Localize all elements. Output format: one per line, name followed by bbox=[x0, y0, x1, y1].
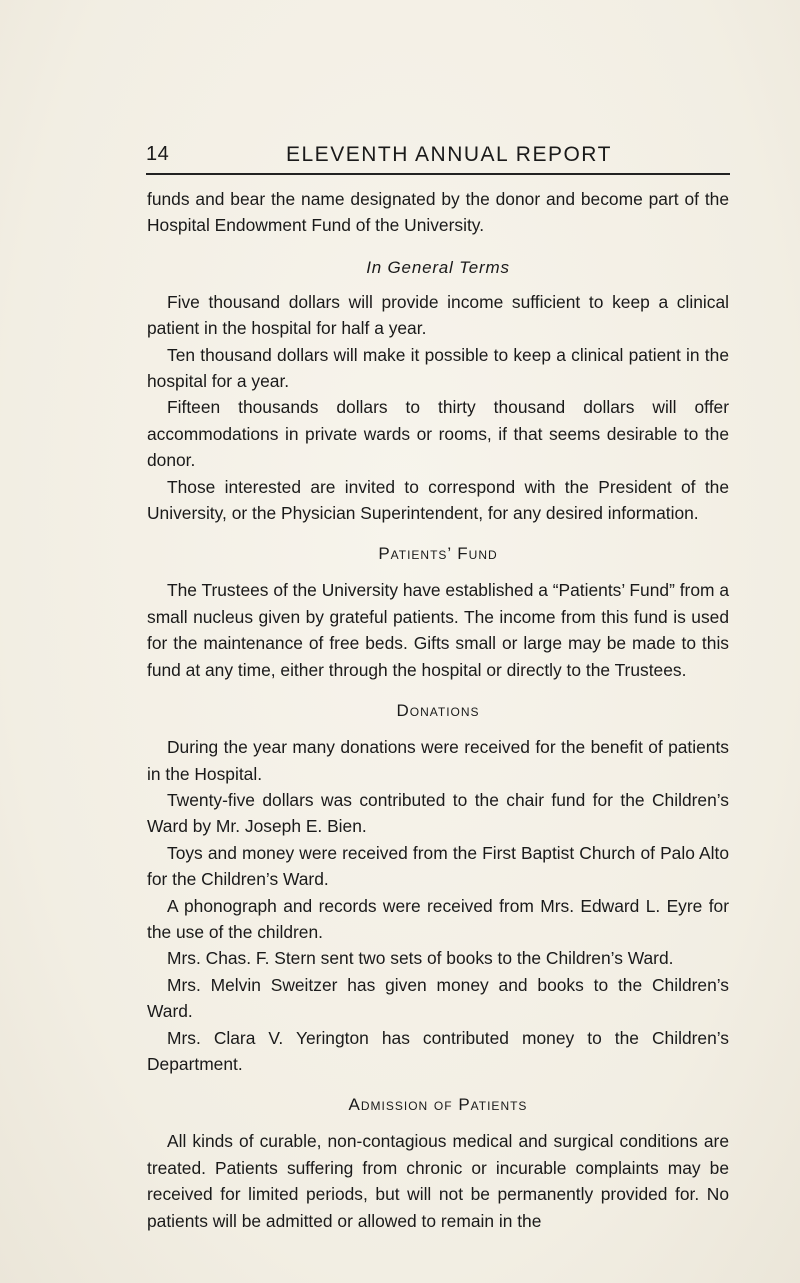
page-number: 14 bbox=[146, 143, 170, 165]
paragraph-donations-7: Mrs. Clara V. Yerington has contributed money to the Children’s Department. bbox=[147, 1027, 729, 1074]
section-heading-patients-fund: Patients’ Fund bbox=[378, 544, 498, 564]
section-heading-general-terms: In General Terms bbox=[366, 257, 510, 277]
section-heading-admission: Admission of Patients bbox=[348, 1095, 528, 1115]
page-header bbox=[146, 139, 730, 175]
page-body bbox=[147, 186, 729, 1234]
paragraph-donations-3: Toys and money were received from the First Baptist Church of Palo Alto for the Children’s Ward. bbox=[147, 842, 729, 890]
paragraph-donations-4: A phonograph and records were received from Mrs. Edward L. Eyre for the use of the children. bbox=[147, 895, 729, 942]
paragraph-donations-1: During the year many donations were received for the benefit of patients in the Hospital. bbox=[147, 737, 729, 784]
paragraph-donations-5: Mrs. Chas. F. Stern sent two sets of books to the Children’s Ward. bbox=[167, 948, 674, 969]
paragraph-ten-thousand: Ten thousand dollars will make it possible to keep a clinical patient in the hospital for a year. bbox=[147, 344, 729, 392]
paragraph-patients-fund: The Trustees of the University have established a “Patients’ Fund” from a small nucleus given by grateful patients. The income from this fund is used for the maintenance of free beds. Gifts small or large may be made to this fund at any time, either through the hospital or directly to the Trustees. bbox=[147, 580, 729, 680]
paragraph-those-interested: Those interested are invited to correspond with the President of the University, or the Physician Superintendent, for any desired information. bbox=[147, 476, 729, 524]
paragraph-intro: funds and bear the name designated by the donor and become part of the Hospital Endowment Fund of the University. bbox=[147, 189, 729, 236]
section-heading-donations: Donations bbox=[396, 701, 480, 721]
paragraph-donations-2: Twenty-five dollars was contributed to the chair fund for the Children’s Ward by Mr. Joseph E. Bien. bbox=[147, 789, 729, 837]
paragraph-fifteen-thousand: Fifteen thousands dollars to thirty thousand dollars will offer accommodations in private wards or rooms, if that seems desirable to the donor. bbox=[147, 397, 729, 471]
paragraph-admission: All kinds of curable, non-contagious medical and surgical conditions are treated. Patients suffering from chronic or incurable complaints may be received for limited periods, but will not be permanently provided for. No patients will be admitted or allowed to remain in the bbox=[147, 1131, 729, 1231]
running-head: ELEVENTH ANNUAL REPORT bbox=[286, 143, 612, 166]
paragraph-donations-6: Mrs. Melvin Sweitzer has given money and books to the Children’s Ward. bbox=[147, 974, 729, 1022]
paragraph-five-thousand: Five thousand dollars will provide income sufficient to keep a clinical patient in the hospital for half a year. bbox=[147, 291, 729, 339]
